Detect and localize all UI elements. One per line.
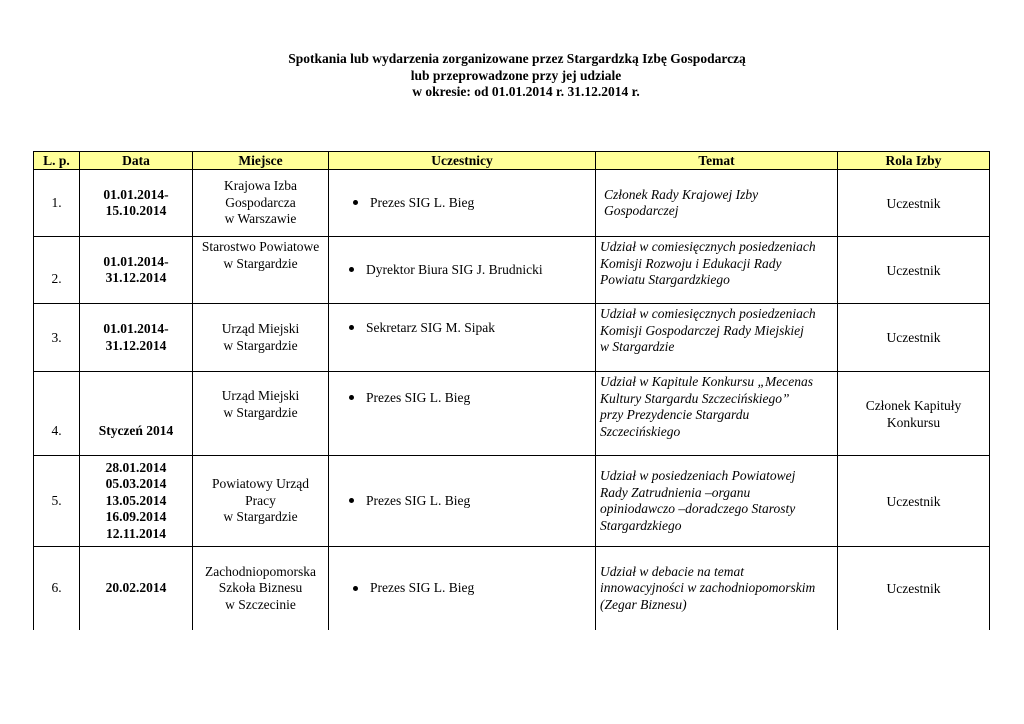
date-line: 01.01.2014- (103, 321, 169, 336)
place-line: Zachodniopomorska (205, 563, 316, 579)
place-line: w Stargardzie (223, 404, 298, 420)
role-line: Członek Kapituły (865, 397, 962, 413)
place-line: w Szczecinie (225, 596, 296, 612)
row-place (193, 304, 329, 372)
topic-line: Gospodarczej (604, 203, 679, 218)
row-participant (329, 237, 596, 304)
topic-line: Szczecińskiego (600, 423, 681, 439)
date-line: 12.11.2014 (105, 525, 166, 541)
date-line: 20.02.2014 (105, 580, 167, 595)
row-date (80, 372, 193, 456)
place-line: w Warszawie (224, 211, 297, 227)
role-line: Uczestnik (886, 195, 941, 211)
row-date (80, 456, 193, 547)
date-line: 31.12.2014 (105, 337, 167, 353)
row-place (193, 237, 329, 304)
row-participant (329, 304, 596, 372)
row-role (838, 547, 990, 630)
table-row (34, 237, 990, 304)
place-line: Urząd Miejski (221, 388, 300, 403)
row-topic (596, 547, 838, 630)
row-role (838, 304, 990, 372)
header-participants: Uczestnicy (329, 152, 596, 170)
place-line: w Stargardzie (223, 255, 298, 271)
date-line: 01.01.2014- (103, 253, 169, 269)
topic-line: Członek Rady Krajowej Izby (604, 186, 759, 202)
row-participant (329, 456, 596, 547)
bullet-icon (349, 395, 354, 400)
topic-line: Udział w debacie na temat (600, 563, 744, 579)
date-line: 15.10.2014 (105, 203, 167, 218)
topic-line: innowacyjności w zachodniopomorskim (600, 580, 816, 595)
place-line: Gospodarcza (225, 194, 296, 210)
row-topic (596, 372, 838, 456)
bullet-icon (349, 267, 354, 272)
row-place (193, 170, 329, 237)
row-number: 1. (34, 170, 80, 237)
row-role (838, 456, 990, 547)
topic-line: Udział w posiedzeniach Powiatowej (600, 468, 796, 483)
row-number: 5. (34, 456, 80, 547)
row-number: 4. (34, 372, 80, 456)
role-line: Uczestnik (886, 580, 941, 596)
table-row (34, 456, 990, 547)
row-role (838, 170, 990, 237)
row-participant (329, 547, 596, 630)
header-role: Rola Izby (838, 152, 990, 170)
participant-name: Dyrektor Biura SIG J. Brudnicki (366, 262, 543, 277)
row-place (193, 547, 329, 630)
topic-line: (Zegar Biznesu) (600, 596, 687, 612)
date-line: 01.01.2014- (103, 186, 169, 202)
row-topic (596, 304, 838, 372)
bullet-icon (349, 498, 354, 503)
place-line: Krajowa Izba (223, 178, 298, 194)
table-row (34, 170, 990, 237)
header-lp: L. p. (34, 152, 80, 170)
row-participant (329, 372, 596, 456)
bullet-icon (353, 200, 358, 205)
row-date (80, 170, 193, 237)
role-line: Konkursu (886, 414, 941, 430)
table-row (34, 372, 990, 456)
topic-line: Udział w comiesięcznych posiedzeniach (600, 239, 816, 254)
title-line-1: Spotkania lub wydarzenia zorganizowane przez Stargardzką Izbę Gospodarczą (288, 51, 746, 66)
topic-line: Komisji Rozwoju i Edukacji Rady (600, 255, 782, 271)
place-line: Starostwo Powiatowe (201, 239, 320, 254)
topic-line: Udział w comiesięcznych posiedzeniach (600, 306, 816, 321)
title-line-2: lub przeprowadzone przy jej udziale (410, 67, 622, 83)
participant-name: Prezes SIG L. Bieg (366, 493, 471, 508)
row-number: 3. (34, 304, 80, 372)
place-line: Pracy (245, 492, 276, 508)
document-title (0, 51, 1024, 101)
place-line: Urząd Miejski (221, 321, 300, 336)
role-line: Uczestnik (886, 262, 941, 278)
table-header-row (34, 152, 990, 170)
topic-line: Kultury Stargardu Szczecińskiego” (600, 390, 790, 406)
row-topic (596, 237, 838, 304)
events-table (33, 151, 990, 630)
topic-line: Komisji Gospodarczej Rady Miejskiej (600, 322, 804, 338)
topic-line: przy Prezydencie Stargardu (600, 407, 750, 422)
place-line: Szkoła Biznesu (218, 580, 303, 595)
topic-line: Powiatu Stargardzkiego (600, 272, 730, 287)
place-line: Powiatowy Urząd (211, 476, 310, 492)
date-line: Styczeń 2014 (98, 422, 174, 438)
place-line: w Stargardzie (223, 337, 298, 353)
row-topic (596, 170, 838, 237)
date-line: 05.03.2014 (105, 476, 167, 492)
participant-name: Prezes SIG L. Bieg (366, 390, 471, 405)
table-row (34, 547, 990, 630)
date-line: 28.01.2014 (105, 459, 167, 475)
header-topic: Temat (596, 152, 838, 170)
date-line: 16.09.2014 (105, 509, 167, 525)
topic-line: opiniodawczo –doradczego Starosty (600, 501, 796, 516)
topic-line: Rady Zatrudnienia –organu (600, 484, 751, 500)
title-line-3: w okresie: od 01.01.2014 r. 31.12.2014 r. (412, 84, 640, 99)
bullet-icon (349, 325, 354, 330)
participant-name: Prezes SIG L. Bieg (370, 580, 475, 596)
row-date (80, 547, 193, 630)
place-line: w Stargardzie (223, 509, 298, 525)
role-line: Uczestnik (886, 330, 941, 345)
row-place (193, 456, 329, 547)
participant-name: Sekretarz SIG M. Sipak (366, 320, 495, 335)
participant-name: Prezes SIG L. Bieg (370, 195, 475, 210)
row-date (80, 237, 193, 304)
row-role (838, 237, 990, 304)
row-number: 6. (34, 547, 80, 630)
row-number: 2. (34, 237, 80, 304)
date-line: 31.12.2014 (105, 270, 167, 285)
topic-line: Udział w Kapitule Konkursu „Mecenas (600, 374, 813, 389)
row-participant (329, 170, 596, 237)
bullet-icon (353, 586, 358, 591)
topic-line: w Stargardzie (600, 339, 675, 354)
header-place: Miejsce (193, 152, 329, 170)
topic-line: Stargardzkiego (600, 517, 682, 533)
row-role (838, 372, 990, 456)
role-line: Uczestnik (886, 493, 941, 509)
row-place (193, 372, 329, 456)
row-topic (596, 456, 838, 547)
header-date: Data (80, 152, 193, 170)
table-row (34, 304, 990, 372)
row-date (80, 304, 193, 372)
date-line: 13.05.2014 (105, 492, 167, 508)
